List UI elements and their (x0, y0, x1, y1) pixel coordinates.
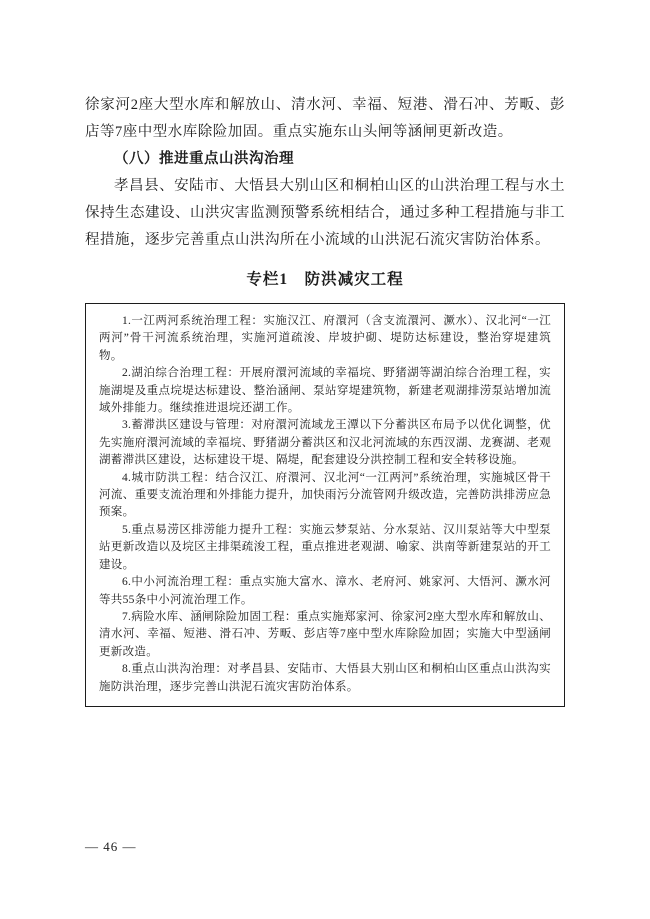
continuation-paragraph: 徐家河2座大型水库和解放山、清水河、幸福、短港、滑石冲、芳畈、彭店等7座中型水库除险加固。重点实施东山头闸等涵闸更新改造。 (85, 97, 565, 140)
special-column-box (85, 303, 565, 707)
box-item-1: 1.一江两河系统治理工程：实施汉江、府澴河（含支流澴河、㵐水）、汉北河“一江两河”骨干河流系统治理，实施河道疏浚、岸坡护砌、堤防达标建设，整治穿堤建筑物。 (99, 315, 551, 362)
box-item-6: 6.中小河流治理工程：重点实施大富水、漳水、老府河、姚家河、大悟河、㵐水河等共55条中小河流治理工作。 (99, 576, 551, 606)
column-box-title: 专栏1 防洪减灾工程 (246, 271, 404, 288)
section-body-paragraph: 孝昌县、安陆市、大悟县大别山区和桐柏山区的山洪治理工程与水土保持生态建设、山洪灾害监测预警系统相结合，通过多种工程措施与非工程措施，逐步完善重点山洪沟所在小流域的山洪泥石流灾害防治体系。 (85, 178, 565, 248)
box-item-3: 3.蓄滞洪区建设与管理：对府澴河流域龙王潭以下分蓄洪区布局予以优化调整，优先实施府澴河流域的幸福垸、野猪湖分蓄洪区和汉北河流域的东西汊湖、龙赛湖、老观湖蓄滞洪区建设，达标建设干堤、隔堤，配套建设分洪控制工程和安全转移设施。 (99, 419, 551, 467)
box-item-7: 7.病险水库、涵闸除险加固工程：重点实施郑家河、徐家河2座大型水库和解放山、清水河、幸福、短港、滑石冲、芳畈、彭店等7座中型水库除险加固；实施大中型涵闸更新改造。 (99, 610, 551, 658)
page-content (85, 92, 565, 707)
page-number: — 46 — (85, 839, 137, 854)
box-item-8: 8.重点山洪沟治理：对孝昌县、安陆市、大悟县大别山区和桐柏山区重点山洪沟实施防洪治理，逐步完善山洪泥石流灾害防治体系。 (99, 663, 551, 693)
box-item-4: 4.城市防洪工程：结合汉江、府澴河、汉北河“一江两河”系统治理，实施城区骨干河流、重要支流治理和外排能力提升，加快雨污分流管网升级改造，完善防洪排涝应急预案。 (99, 471, 551, 519)
box-item-2: 2.湖泊综合治理工程：开展府澴河流域的幸福垸、野猪湖等湖泊综合治理工程，实施湖堤及重点垸堤达标建设、整治涵闸、泵站穿堤建筑物，新建老观湖排涝泵站增加流域外排能力。继续推进退垸还湖工作。 (99, 367, 551, 415)
box-item-5: 5.重点易涝区排涝能力提升工程：实施云梦泵站、分水泵站、汉川泵站等大中型泵站更新改造以及垸区主排渠疏浚工程，重点推进老观湖、喻家、洪南等新建泵站的开工建设。 (99, 523, 551, 571)
section-heading: （八）推进重点山洪沟治理 (114, 151, 294, 167)
